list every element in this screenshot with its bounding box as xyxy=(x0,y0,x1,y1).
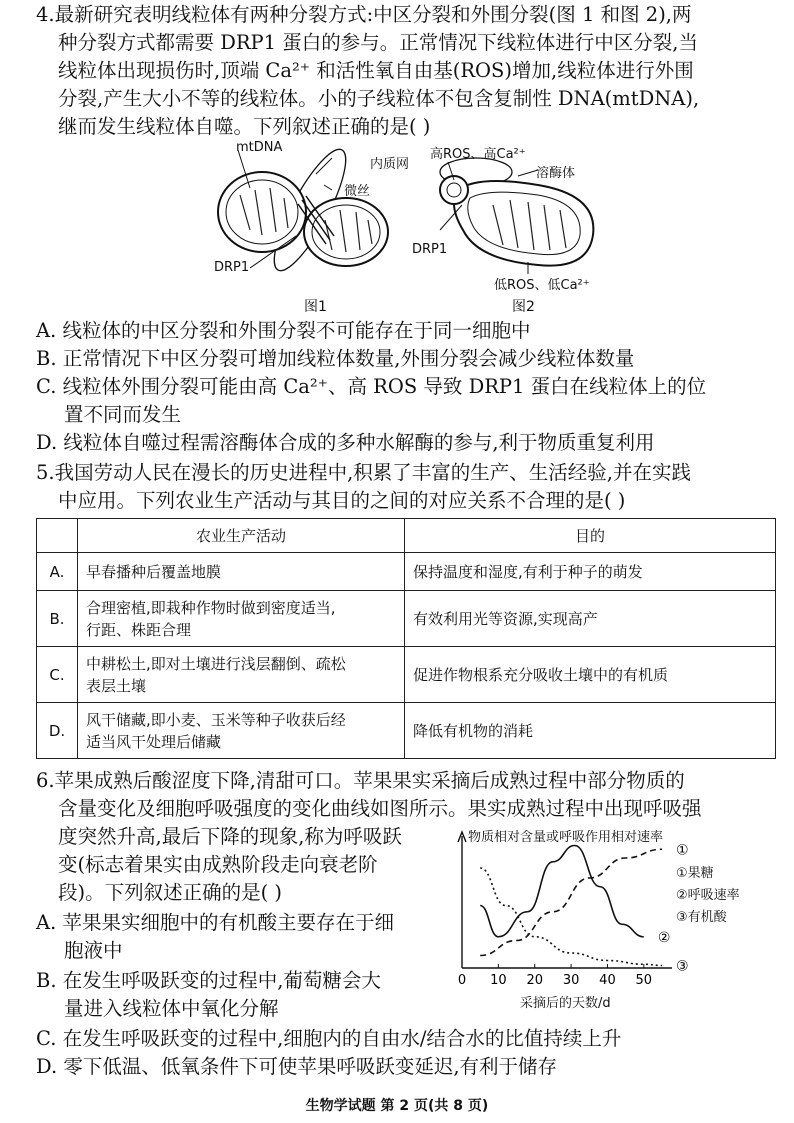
row-activity: 中耕松土,即对土壤进行浅层翻倒、疏松 表层土壤 xyxy=(78,647,405,703)
q4-stem-line: 4.最新研究表明线粒体有两种分裂方式:中区分裂和外围分裂(图 1 和图 2),两 xyxy=(36,3,692,26)
fig1-label-microfilament: 微丝 xyxy=(344,184,371,199)
fig1-label-mtdna: mtDNA xyxy=(236,140,283,155)
chart-x-axis-label: 采摘后的天数/d xyxy=(520,996,611,1011)
row-purpose: 促进作物根系充分吸收土壤中的有机质 xyxy=(405,647,776,703)
table-row xyxy=(37,553,776,591)
x-tick-label: 50 xyxy=(635,973,653,988)
q4-option-c-cont: 置不同而发生 xyxy=(64,403,182,426)
row-activity: 风干储藏,即小麦、玉米等种子收获后经 适当风干处理后储藏 xyxy=(78,703,405,759)
row-purpose: 保持温度和湿度,有利于种子的萌发 xyxy=(405,553,776,591)
q6-option-d: D. 零下低温、低氧条件下可使苹果呼吸跃变延迟,有利于储存 xyxy=(36,1055,558,1078)
row-purpose: 降低有机物的消耗 xyxy=(405,703,776,759)
page-footer: 生物学试题 第 2 页(共 8 页) xyxy=(305,1098,489,1114)
header-cell: 农业生产活动 xyxy=(78,519,405,553)
q6-stem-line: 段)。下列叙述正确的是( ) xyxy=(58,881,283,904)
table-row xyxy=(37,647,776,703)
q5-table xyxy=(36,518,776,759)
x-tick-label: 10 xyxy=(490,973,507,988)
row-letter: A. xyxy=(37,553,78,591)
header-cell xyxy=(37,519,78,553)
row-activity: 合理密植,即栽种作物时做到密度适当, 行距、株距合理 xyxy=(78,591,405,647)
series-marker-label: ① xyxy=(676,842,689,859)
series-marker-label: ③ xyxy=(676,958,689,975)
fig1-label-er: 内质网 xyxy=(370,157,410,172)
q4-stem-line: 分裂,产生大小不等的线粒体。小的子线粒体不包含复制性 DNA(mtDNA), xyxy=(58,87,700,110)
q6-stem-line: 度突然升高,最后下降的现象,称为呼吸跃 xyxy=(58,825,402,848)
chart-y-axis-label: 物质相对含量或呼吸作用相对速率 xyxy=(468,830,664,845)
header-cell: 目的 xyxy=(405,519,776,553)
q4-option-a: A. 线粒体的中区分裂和外围分裂不可能存在于同一细胞中 xyxy=(36,319,531,342)
q6-option-a-cont: 胞液中 xyxy=(64,939,123,962)
chart-legend-item: ②呼吸速率 xyxy=(676,888,740,903)
q4-option-b: B. 正常情况下中区分裂可增加线粒体数量,外围分裂会减少线粒体数量 xyxy=(36,347,635,370)
series-line xyxy=(480,846,644,937)
figure-2-mitochondrion xyxy=(418,150,608,280)
table-row xyxy=(37,703,776,759)
fig1-caption: 图1 xyxy=(304,299,327,315)
q4-option-d: D. 线粒体自噬过程需溶酶体合成的多种水解酶的参与,利于物质重复利用 xyxy=(36,431,655,454)
x-tick-label: 30 xyxy=(562,973,580,988)
fig2-label-low-ros-ca: 低ROS、低Ca²⁺ xyxy=(494,278,590,293)
x-tick-label: 0 xyxy=(457,973,467,988)
q4-stem-line: 种分裂方式都需要 DRP1 蛋白的参与。正常情况下线粒体进行中区分裂,当 xyxy=(58,31,698,54)
q6-stem-line: 6.苹果成熟后酸涩度下降,清甜可口。苹果果实采摘后成熟过程中部分物质的 xyxy=(36,769,685,792)
row-activity: 早春播种后覆盖地膜 xyxy=(78,553,405,591)
q4-stem-line: 线粒体出现损伤时,顶端 Ca²⁺ 和活性氧自由基(ROS)增加,线粒体进行外围 xyxy=(58,59,694,82)
fig2-label-high-ros-ca: 高ROS、高Ca²⁺ xyxy=(430,147,526,162)
q6-option-a: A. 苹果果实细胞中的有机酸主要存在于细 xyxy=(36,911,394,934)
row-letter: D. xyxy=(37,703,78,759)
chart-legend-item: ①果糖 xyxy=(676,866,714,881)
series-line xyxy=(480,868,662,966)
fig2-caption: 图2 xyxy=(512,299,535,315)
x-tick-label: 20 xyxy=(526,973,544,988)
table-row xyxy=(37,591,776,647)
q6-option-b-cont: 量进入线粒体中氧化分解 xyxy=(64,997,279,1020)
fig2-label-drp1: DRP1 xyxy=(412,242,448,257)
table-header-row xyxy=(37,519,776,553)
q6-stem-line: 变(标志着果实由成熟阶段走向衰老阶 xyxy=(58,853,378,876)
row-letter: B. xyxy=(37,591,78,647)
fig1-label-drp1: DRP1 xyxy=(214,260,250,275)
row-purpose: 有效利用光等资源,实现高产 xyxy=(405,591,776,647)
series-line xyxy=(480,849,662,955)
q4-stem-line: 继而发生线粒体自噬。下列叙述正确的是( ) xyxy=(58,115,431,138)
x-tick-label: 40 xyxy=(599,973,616,988)
q5-stem-line: 5.我国劳动人民在漫长的历史进程中,积累了丰富的生产、生活经验,并在实践 xyxy=(36,461,692,484)
q6-option-c: C. 在发生呼吸跃变的过程中,细胞内的自由水/结合水的比值持续上升 xyxy=(36,1027,622,1050)
chart-legend-item: ③有机酸 xyxy=(676,910,727,925)
q6-option-b: B. 在发生呼吸跃变的过程中,葡萄糖会大 xyxy=(36,969,381,992)
q5-stem-line: 中应用。下列农业生产活动与其目的之间的对应关系不合理的是( ) xyxy=(58,489,626,512)
series-marker-label: ② xyxy=(657,929,671,946)
q6-stem-line: 含量变化及细胞呼吸强度的变化曲线如图所示。果实成熟过程中出现呼吸强 xyxy=(58,797,702,820)
fig2-label-lysosome: 溶酶体 xyxy=(536,166,576,181)
row-letter: C. xyxy=(37,647,78,703)
q4-option-c: C. 线粒体外围分裂可能由高 Ca²⁺、高 ROS 导致 DRP1 蛋白在线粒体上的位 xyxy=(36,375,707,398)
